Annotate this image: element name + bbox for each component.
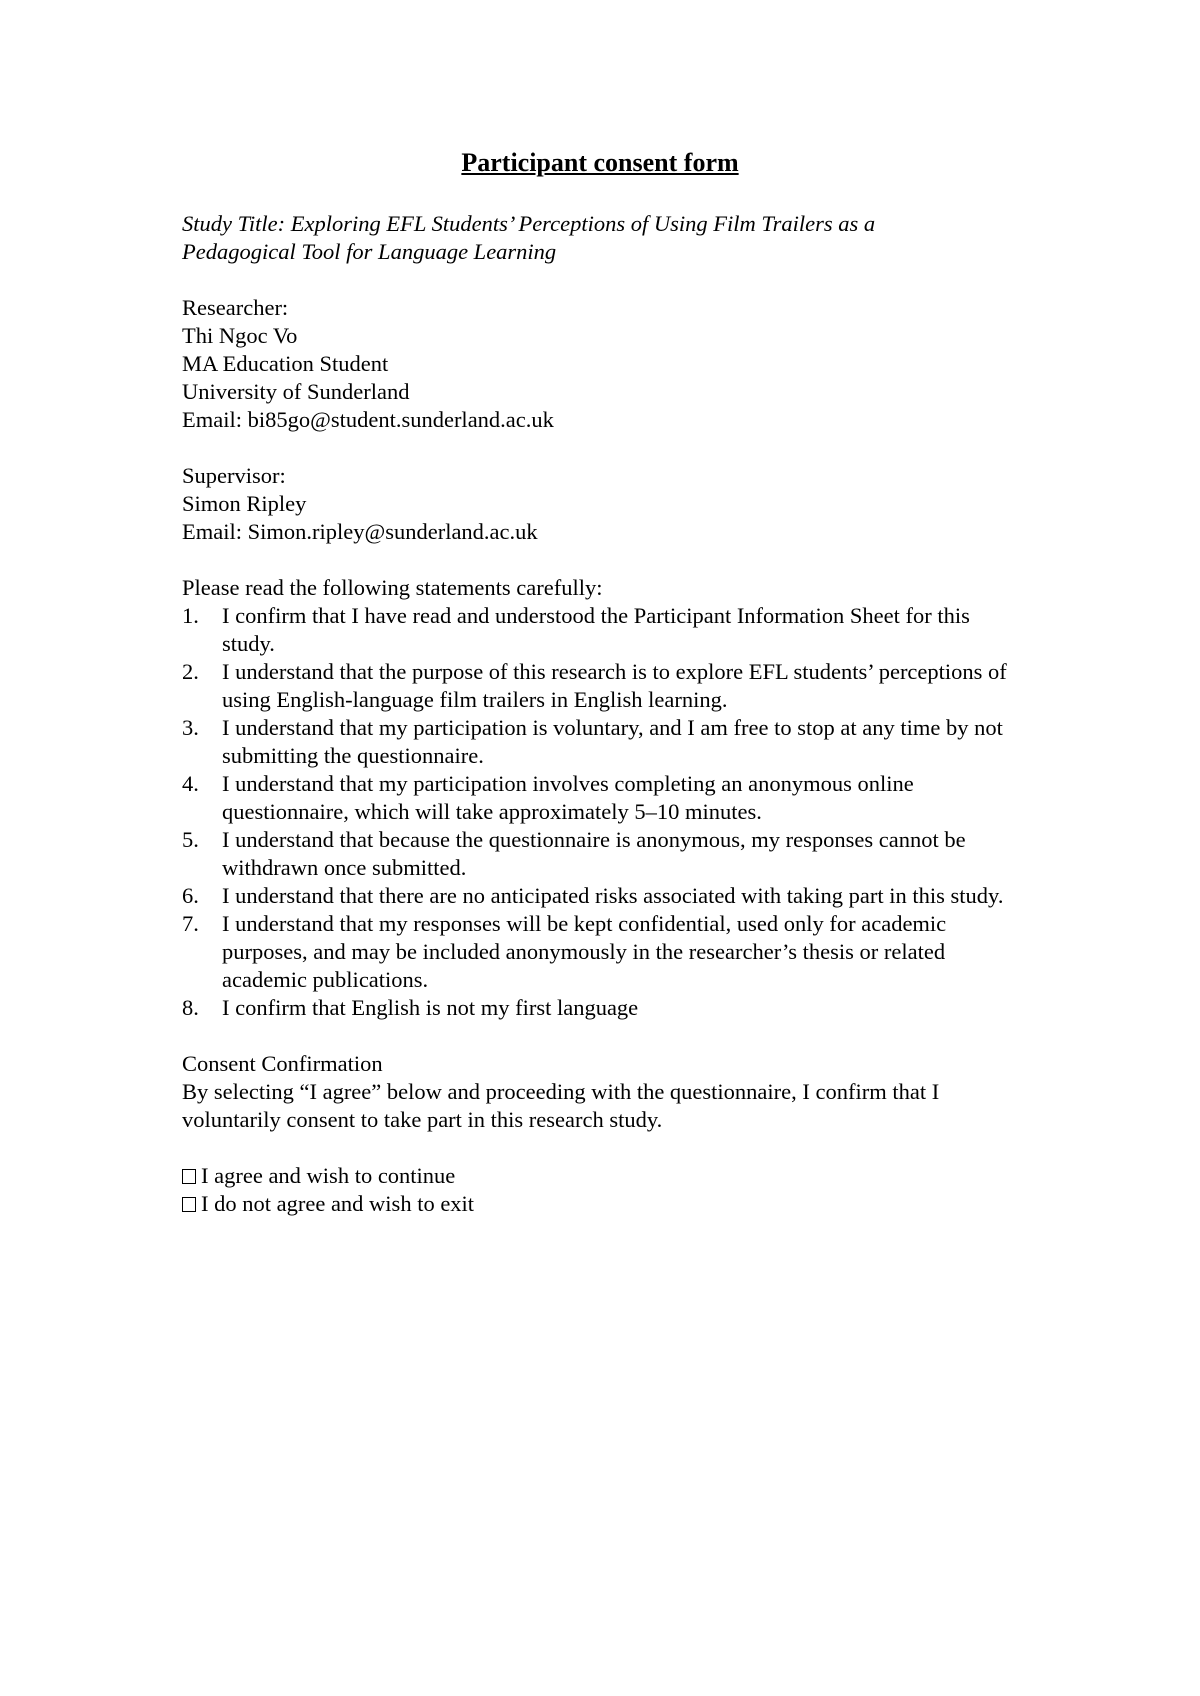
statement-item bbox=[182, 714, 1017, 770]
statements-section bbox=[182, 574, 1022, 1022]
statements-intro: Please read the following statements carefully: bbox=[182, 575, 603, 600]
statement-number: 7. bbox=[182, 911, 199, 936]
statement-text: I confirm that English is not my first language bbox=[222, 995, 639, 1020]
statement-number: 8. bbox=[182, 995, 199, 1020]
statement-number: 4. bbox=[182, 771, 199, 796]
statements-list bbox=[182, 602, 1022, 1022]
checkbox-icon[interactable] bbox=[182, 1169, 196, 1184]
statement-number: 5. bbox=[182, 827, 199, 852]
statement-item bbox=[182, 882, 1017, 910]
supervisor-heading: Supervisor: bbox=[182, 463, 286, 488]
consent-section bbox=[182, 1050, 1022, 1134]
statement-number: 3. bbox=[182, 715, 199, 740]
consent-heading: Consent Confirmation bbox=[182, 1051, 383, 1076]
consent-options bbox=[182, 1162, 1022, 1218]
statement-number: 1. bbox=[182, 603, 199, 628]
statement-number: 6. bbox=[182, 883, 199, 908]
statement-text: I understand that the purpose of this research is to explore EFL students’ perceptions of using English-language film trailers in English learning. bbox=[222, 659, 1007, 712]
agree-option[interactable] bbox=[182, 1162, 1022, 1190]
researcher-name: Thi Ngoc Vo bbox=[182, 323, 298, 348]
researcher-block bbox=[182, 294, 1022, 434]
statement-text: I understand that because the questionnaire is anonymous, my responses cannot be withdrawn once submitted. bbox=[222, 827, 966, 880]
researcher-institution: University of Sunderland bbox=[182, 379, 410, 404]
researcher-role: MA Education Student bbox=[182, 351, 389, 376]
statement-text: I confirm that I have read and understood the Participant Information Sheet for this study. bbox=[222, 603, 970, 656]
study-title: Study Title: Exploring EFL Students’ Perceptions of Using Film Trailers as a Pedagogical Tool for Language Learning bbox=[182, 211, 876, 264]
document-body bbox=[182, 210, 1022, 1218]
statement-text: I understand that my participation involves completing an anonymous online questionnaire, which will take approximately 5–10 minutes. bbox=[222, 771, 914, 824]
statement-number: 2. bbox=[182, 659, 199, 684]
statement-item bbox=[182, 658, 1017, 714]
statement-item bbox=[182, 602, 1017, 658]
statement-text: I understand that there are no anticipated risks associated with taking part in this study. bbox=[222, 883, 1004, 908]
supervisor-email: Email: Simon.ripley@sunderland.ac.uk bbox=[182, 519, 538, 544]
disagree-option[interactable] bbox=[182, 1190, 1022, 1218]
statement-item bbox=[182, 994, 1017, 1022]
statement-item bbox=[182, 910, 1017, 994]
statement-item bbox=[182, 770, 1017, 826]
researcher-heading: Researcher: bbox=[182, 295, 289, 320]
disagree-option-label: I do not agree and wish to exit bbox=[201, 1191, 475, 1216]
consent-text: By selecting “I agree” below and proceeding with the questionnaire, I confirm that I voluntarily consent to take part in this research study. bbox=[182, 1079, 940, 1132]
supervisor-block bbox=[182, 462, 1022, 546]
agree-option-label: I agree and wish to continue bbox=[201, 1163, 456, 1188]
statement-item bbox=[182, 826, 1017, 882]
page-title: Participant consent form bbox=[461, 148, 739, 177]
supervisor-name: Simon Ripley bbox=[182, 491, 307, 516]
statement-text: I understand that my responses will be kept confidential, used only for academic purposes, and may be included anonymously in the researcher’s thesis or related academic publications. bbox=[222, 911, 947, 992]
checkbox-icon[interactable] bbox=[182, 1197, 196, 1212]
researcher-email: Email: bi85go@student.sunderland.ac.uk bbox=[182, 407, 554, 432]
statement-text: I understand that my participation is voluntary, and I am free to stop at any time by not submitting the questionnaire. bbox=[222, 715, 1003, 768]
